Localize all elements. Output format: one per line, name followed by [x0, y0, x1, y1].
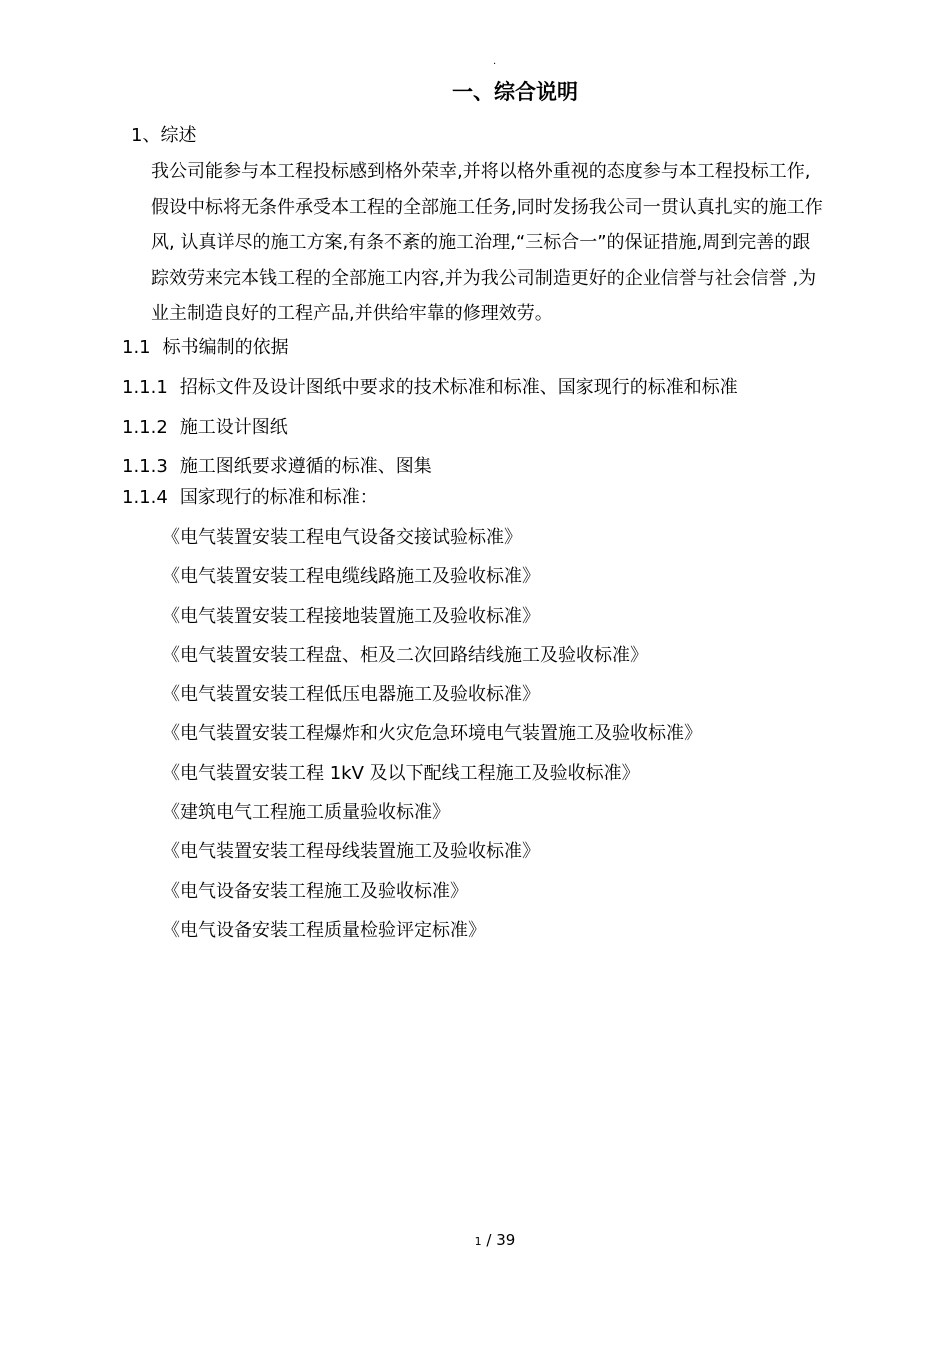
outline-text: 施工设计图纸	[179, 417, 288, 438]
paragraph-line: 我公司能参与本工程投标感到格外荣幸,并将以格外重视的态度参与本工程投标工作,	[151, 161, 811, 182]
outline-item-1-1-4	[122, 485, 378, 511]
outline-item-1-1	[122, 335, 289, 361]
outline-text: 施工图纸要求遵循的标准、图集	[179, 456, 432, 477]
paragraph-line: 假设中标将无条件承受本工程的全部施工任务,同时发扬我公司一贯认真扎实的施工作	[151, 196, 823, 218]
outline-number: 1.1.3	[122, 456, 168, 477]
outline-text: 标书编制的依据	[162, 337, 289, 358]
page-number	[0, 1230, 950, 1252]
outline-text: 招标文件及设计图纸中要求的技术标准和标准、国家现行的标准和标准	[179, 377, 738, 398]
outline-item-1-1-1	[122, 375, 738, 401]
outline-number: 1.1.1	[122, 377, 168, 398]
document-title: 一、综合说明	[452, 80, 578, 104]
standard-item: 《建筑电气工程施工质量验收标准》	[162, 802, 450, 824]
standard-item: 《电气设备安装工程施工及验收标准》	[162, 880, 468, 902]
header-mark: .	[493, 56, 497, 67]
page-separator: /	[481, 1231, 497, 1249]
standards-list	[162, 525, 702, 957]
standard-item: 《电气装置安装工程爆炸和火灾危急环境电气装置施工及验收标准》	[162, 723, 702, 745]
standard-item: 《电气设备安装工程质量检验评定标准》	[162, 919, 486, 941]
standard-item: 《电气装置安装工程电缆线路施工及验收标准》	[162, 566, 540, 588]
total-pages: 39	[496, 1231, 516, 1249]
outline-number: 1.1	[122, 337, 151, 358]
overview-paragraph	[151, 154, 891, 332]
standard-item: 《电气装置安装工程母线装置施工及验收标准》	[162, 841, 540, 863]
current-page: 1	[474, 1235, 482, 1248]
standard-item: 《电气装置安装工程 1kV 及以下配线工程施工及验收标准》	[162, 762, 640, 784]
outline-item-1-1-3	[122, 454, 432, 480]
standard-item: 《电气装置安装工程接地装置施工及验收标准》	[162, 605, 540, 627]
paragraph-line: 风, 认真详尽的施工方案,有条不紊的施工治理,“三标合一”的保证措施,周到完善的跟	[151, 232, 811, 253]
outline-number: 1.1.4	[122, 487, 168, 508]
outline-item-1-1-2	[122, 415, 288, 441]
outline-number: 1.1.2	[122, 417, 168, 438]
standard-item: 《电气装置安装工程盘、柜及二次回路结线施工及验收标准》	[162, 644, 648, 666]
outline-text: 国家现行的标准和标准：	[179, 487, 378, 508]
standard-item: 《电气装置安装工程电气设备交接试验标准》	[162, 527, 522, 548]
standard-item: 《电气装置安装工程低压电器施工及验收标准》	[162, 684, 540, 706]
paragraph-line: 踪效劳来完本钱工程的全部施工内容,并为我公司制造更好的企业信誉与社会信誉 ,为	[151, 267, 817, 289]
section-heading: 1、综述	[131, 125, 197, 146]
paragraph-line: 业主制造良好的工程产品,并供给牢靠的修理效劳。	[151, 303, 553, 324]
